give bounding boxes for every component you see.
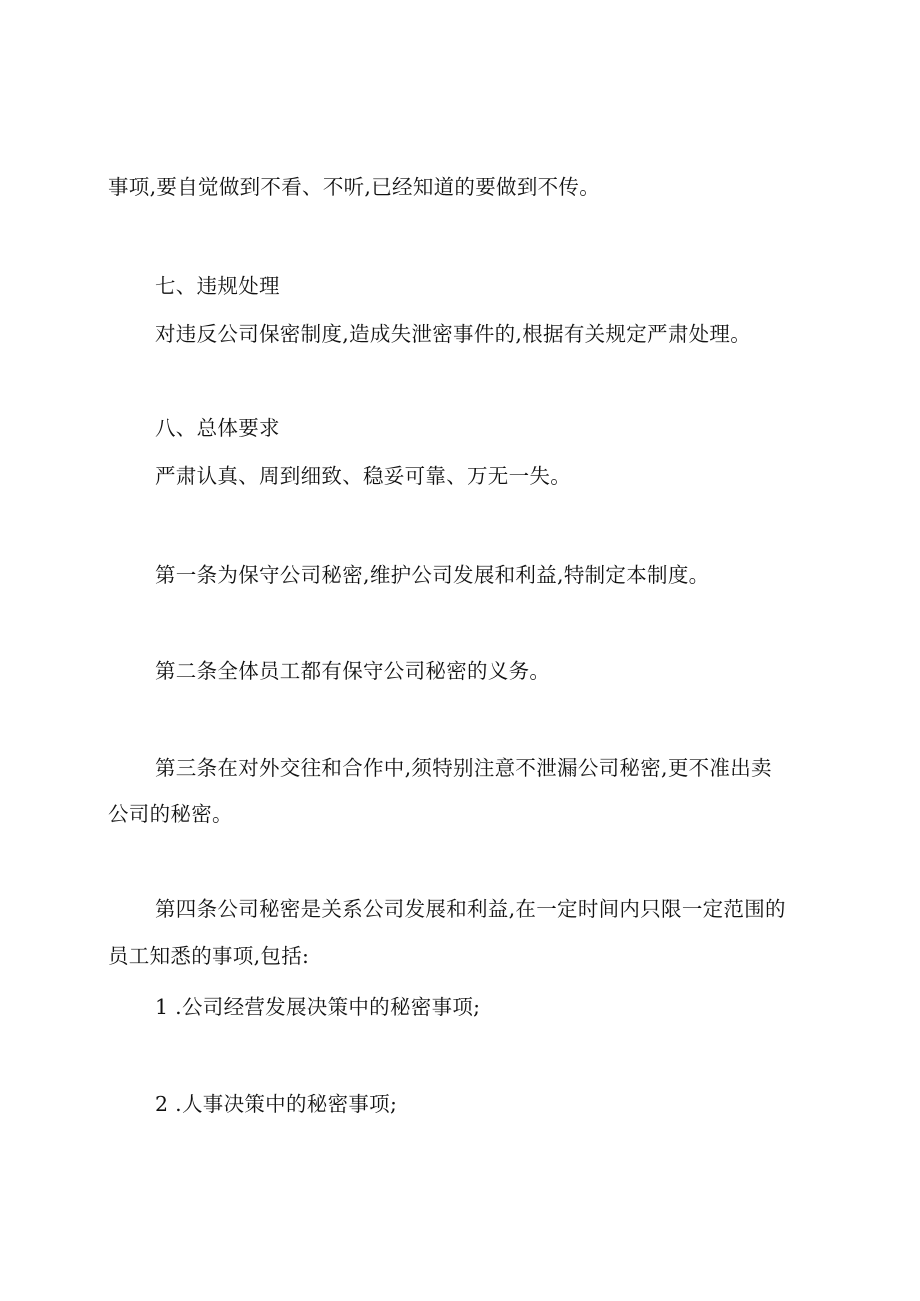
list-item-1: 1 .公司经营发展决策中的秘密事项;: [155, 995, 481, 1019]
paragraph-continuation-line: 事项,要自觉做到不看、不听,已经知道的要做到不传。: [108, 175, 601, 199]
section-heading-seven: 七、违规处理: [155, 274, 280, 298]
article-two: 第二条全体员工都有保守公司秘密的义务。: [155, 659, 551, 683]
article-four-line-1: 第四条公司秘密是关系公司发展和利益,在一定时间内只限一定范围的: [155, 897, 786, 921]
article-one: 第一条为保守公司秘密,维护公司发展和利益,特制定本制度。: [155, 563, 710, 587]
article-three-line-2: 公司的秘密。: [108, 802, 233, 826]
section-heading-eight: 八、总体要求: [155, 416, 280, 440]
section-eight-body: 严肃认真、周到细致、稳妥可靠、万无一失。: [155, 464, 571, 488]
section-seven-body: 对违反公司保密制度,造成失泄密事件的,根据有关规定严肃处理。: [155, 322, 752, 346]
list-item-2: 2 .人事决策中的秘密事项;: [155, 1092, 398, 1116]
article-three-line-1: 第三条在对外交往和合作中,须特别注意不泄漏公司秘密,更不准出卖: [155, 756, 772, 780]
article-four-line-2: 员工知悉的事项,包括:: [108, 944, 310, 968]
